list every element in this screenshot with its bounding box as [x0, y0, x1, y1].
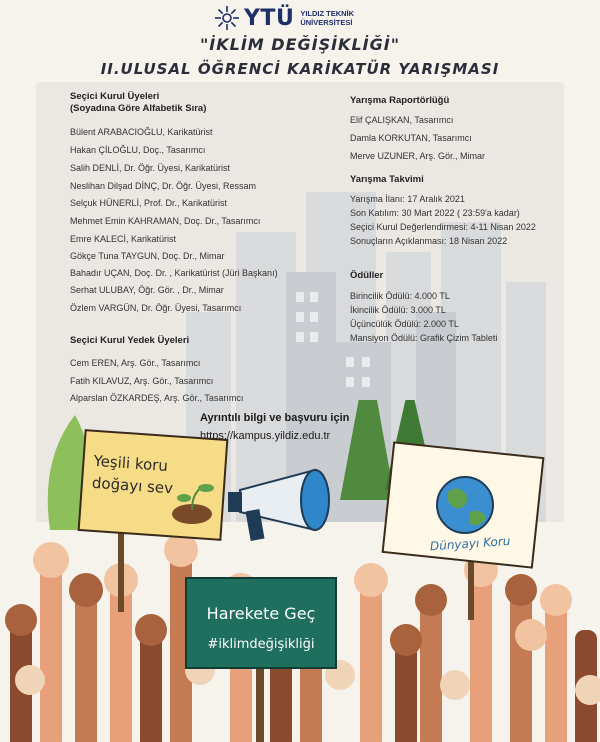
university-star-icon: [214, 5, 240, 31]
sign-center-line1: Harekete Geç: [206, 604, 316, 623]
list-item: Mansiyon Ödülü: Grafik Çizim Tableti: [350, 333, 498, 343]
list-item: Bülent ARABACIOĞLU, Karikatürist: [70, 127, 213, 137]
protest-crowd-illustration: [0, 400, 600, 742]
list-item: Selçuk HÜNERLİ, Prof. Dr., Karikatürist: [70, 198, 228, 208]
list-item: Üçüncülük Ödülü: 2.000 TL: [350, 319, 459, 329]
list-item: Alparslan ÖZKARDEŞ, Arş. Gör., Tasarımcı: [70, 393, 244, 403]
sign-center-line2: #iklimdeğişikliği: [207, 637, 315, 652]
list-item: Sonuçların Açıklanması: 18 Nisan 2022: [350, 236, 508, 246]
list-item: Bahadır UÇAN, Doç. Dr. , Karikatürist (Jüri Başkanı): [70, 268, 278, 278]
list-item: Son Katılım: 30 Mart 2022 ( 23:59'a kadar): [350, 208, 520, 218]
sign-right-text: Dünyayı Koru: [429, 533, 511, 554]
list-item: Gökçe Tuna TAYGUN, Doç. Dr., Mimar: [70, 251, 225, 261]
jury-title: Seçici Kurul Üyeleri: [70, 91, 160, 102]
info-label: Ayrıntılı bilgi ve başvuru için: [200, 412, 350, 424]
list-item: İkincilik Ödülü: 3.000 TL: [350, 305, 446, 315]
list-item: Emre KALECİ, Karikatürist: [70, 234, 177, 244]
awards-title: Ödüller: [350, 270, 384, 281]
list-item: Damla KORKUTAN, Tasarımcı: [350, 133, 472, 143]
schedule-title: Yarışma Takvimi: [350, 174, 424, 185]
list-item: Neslihan Dilşad DİNÇ, Dr. Öğr. Üyesi, Ressam: [70, 181, 257, 191]
sign-center-board: [186, 578, 336, 668]
list-item: Hakan ÇİLOĞLU, Doç., Tasarımcı: [70, 145, 206, 155]
sign-left-line2: doğayı sev: [91, 473, 174, 498]
poster-title: "İKLİM DEĞİŞİKLİĞİ": [199, 35, 401, 54]
list-item: Salih DENLİ, Dr. Öğr. Üyesi, Karikatürist: [70, 163, 231, 173]
list-item: Birincilik Ödülü: 4.000 TL: [350, 291, 450, 301]
info-url[interactable]: https://kampus.yildiz.edu.tr: [200, 430, 331, 442]
reporting-title: Yarışma Raportörlüğü: [350, 95, 450, 106]
list-item: Merve UZUNER, Arş. Gör., Mimar: [350, 151, 486, 161]
list-item: Cem EREN, Arş. Gör., Tasarımcı: [70, 358, 201, 368]
poster-subtitle: II.ULUSAL ÖĞRENCİ KARİKATÜR YARIŞMASI: [100, 60, 500, 78]
university-name: YILDIZ TEKNİK ÜNİVERSİTESİ: [300, 9, 355, 27]
list-item: Yarışma İlanı: 17 Aralık 2021: [350, 194, 465, 204]
list-item: Mehmet Emin KAHRAMAN, Doç. Dr., Tasarımcı: [70, 216, 261, 226]
list-item: Serhat ULUBAY, Öğr. Gör. , Dr., Mimar: [70, 285, 224, 295]
sign-left-line1: Yeşili koru: [92, 451, 169, 475]
logo-wordmark: YTÜ: [244, 5, 295, 31]
list-item: Özlem VARGÜN, Dr. Öğr. Üyesi, Tasarımcı: [70, 303, 242, 313]
megaphone-icon: [228, 470, 329, 541]
globe-icon: [437, 477, 493, 533]
reserve-title: Seçici Kurul Yedek Üyeleri: [70, 335, 190, 346]
list-item: Seçici Kurul Değerlendirmesi: 4-11 Nisan 2022: [350, 222, 536, 232]
list-item: Elif ÇALIŞKAN, Tasarımcı: [350, 115, 454, 125]
jury-subtitle: (Soyadına Göre Alfabetik Sıra): [70, 103, 207, 114]
list-item: Fatih KILAVUZ, Arş. Gör., Tasarımcı: [70, 376, 214, 386]
ytu-logo: [214, 5, 354, 31]
